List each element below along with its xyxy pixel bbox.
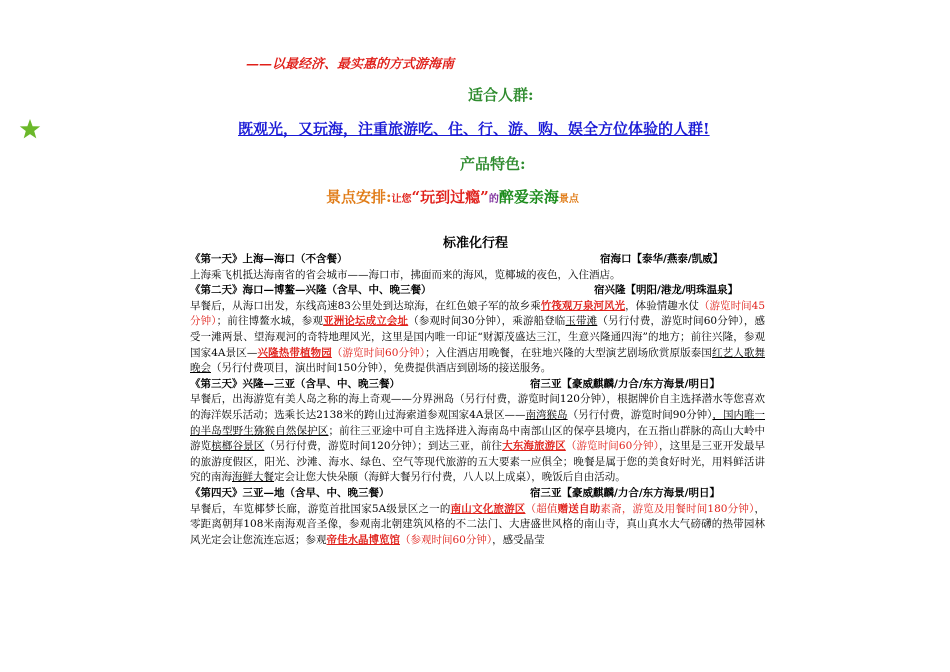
day1-description: 上海乘飞机抵达海南省的省会城市——海口市，拂面而来的海风，览椰城的夜色，入住酒店。 (190, 268, 621, 281)
day2-heading: 《第二天》海口—博鳌—兴隆（含早、中、晚三餐） (190, 284, 432, 297)
schedule-sea-love: 醉爱亲海 (498, 188, 559, 206)
itinerary-title: 标准化行程 (443, 236, 509, 251)
schedule-let-you: 让您 (391, 194, 412, 205)
day3-hotel: 宿三亚【豪威麒麟/力合/东方海景/明日】 (530, 377, 721, 390)
macaque-reserve-link[interactable]: ，国内唯一的半岛型野生猕猴自然保护区 (190, 408, 766, 437)
crystal-museum-link[interactable]: 帝佳水晶博览馆 (326, 533, 400, 546)
day3-heading-row (190, 377, 765, 393)
betel-valley-link[interactable]: 槟榔谷景区 (211, 440, 265, 453)
product-features-heading: 产品特色: (460, 155, 526, 173)
thai-show-link[interactable]: 红艺人歌舞晚会 (190, 346, 765, 375)
day4-description: 早餐后，车览椰梦长廊，游览首批国家5A级景区之一的南山文化旅游区（超值赠送自助素斋，游览及用餐时间180分钟），零距离朝拜108米南海观音圣像，参观南北朝建筑风格的不二法门、大唐盛世风格的南山寺，真山真水大气磅礴的热带园林风光定会让您流连忘返；参观帝佳水晶博览馆（参观时间60分钟），感受晶莹 (190, 502, 766, 546)
monkey-island-link[interactable]: 南湾猴岛 (525, 408, 568, 421)
day4-heading-row (190, 486, 765, 502)
day1-hotel: 宿海口【泰华/燕泰/凯威】 (600, 253, 724, 265)
schedule-de: 的 (488, 194, 499, 205)
schedule-line (326, 186, 579, 207)
seafood-feast-link[interactable]: 海鲜大餐 (232, 471, 274, 484)
itinerary (190, 252, 765, 548)
schedule-label: 景点安排: (326, 188, 392, 206)
suitable-audience-heading: 适合人群: (468, 86, 534, 104)
schedule-quote: “玩到过瘾” (411, 188, 489, 206)
day2-hotel: 宿兴隆【明阳/港龙/明珠温泉】 (594, 284, 739, 297)
day2-description: 早餐后，从海口出发，东线高速83公里处到达琼海，在红色娘子军的故乡乘竹筏观万泉河风光，体验情趣水仗（游览时间45分钟）；前往博鳌水城，参观亚洲论坛成立会址（参观时间30分钟），乘游船登临玉带滩（另行付费，游览时间60分钟），感受一滩两景、望海观河的奇特地理风光，这里是国内唯一印证“财源茂盛达三江，生意兴隆通四海”的地方；前往兴隆，参观国家4A景区—兴隆热带植物园（游览时间60分钟）；入住酒店用晚餐，在驻地兴隆的大型演艺剧场欣赏原版泰国红艺人歌舞晚会（另行付费项目，演出时间150分钟），免费提供酒店到剧场的接送服务。 (190, 299, 766, 375)
target-audience-text: 既观光，又玩海，注重旅游吃、住、行、游、购、娱全方位体验的人群! (238, 120, 710, 138)
day3-description: 早餐后，出海游览有美人岛之称的海上奇观——分界洲岛（另行付费，游览时间120分钟），根据牌价自主选择潜水等您喜欢的海洋娱乐活动；选乘长达2138米的跨山过海索道参观国家4A景区——南湾猴岛（另行付费，游览时间90分钟），国内唯一的半岛型野生猕猴自然保护区；前往三亚途中可自主选择进入海南岛中南部山区的保亭县境内，在五指山群脉的高山大岭中游览槟榔谷景区（另行付费，游览时间120分钟）；到达三亚，前往大东海旅游区（游览时间60分钟），这里是三亚开发最早的旅游度假区，阳光、沙滩、海水、绿色、空气等现代旅游的五大要素一应俱全；晚餐是属于您的美食好时光，用料鲜活讲究的南海海鲜大餐定会让您大快朵颐（海鲜大餐另行付费，八人以上成桌），晚饭后自由活动。 (190, 393, 766, 484)
dadonghai-link[interactable]: 大东海旅游区 (502, 440, 566, 453)
tropical-garden-link[interactable]: 兴隆热带植物园 (257, 346, 332, 359)
day4-hotel: 宿三亚【豪威麒麟/力合/东方海景/明日】 (530, 486, 721, 499)
tagline: ——以最经济、最实惠的方式游海南 (246, 57, 455, 72)
day2-heading-row (190, 283, 765, 299)
day4-heading: 《第四天》三亚—地（含早、中、晚三餐） (190, 486, 390, 499)
day1-heading-row (190, 252, 765, 268)
boao-forum-link[interactable]: 亚洲论坛成立会址 (323, 315, 409, 328)
bamboo-raft-link[interactable]: 竹筏观万泉河风光 (540, 299, 626, 312)
nanshan-link[interactable]: 南山文化旅游区 (450, 502, 526, 515)
star-icon (19, 118, 41, 140)
day3-heading: 《第三天》兴隆—三亚（含早、中、晚三餐） (190, 377, 400, 390)
schedule-spots: 景点 (558, 194, 579, 205)
jade-belt-beach-link[interactable]: 玉带滩 (565, 315, 598, 328)
day1-heading: 《第一天》上海—海口（不含餐） (190, 253, 348, 265)
